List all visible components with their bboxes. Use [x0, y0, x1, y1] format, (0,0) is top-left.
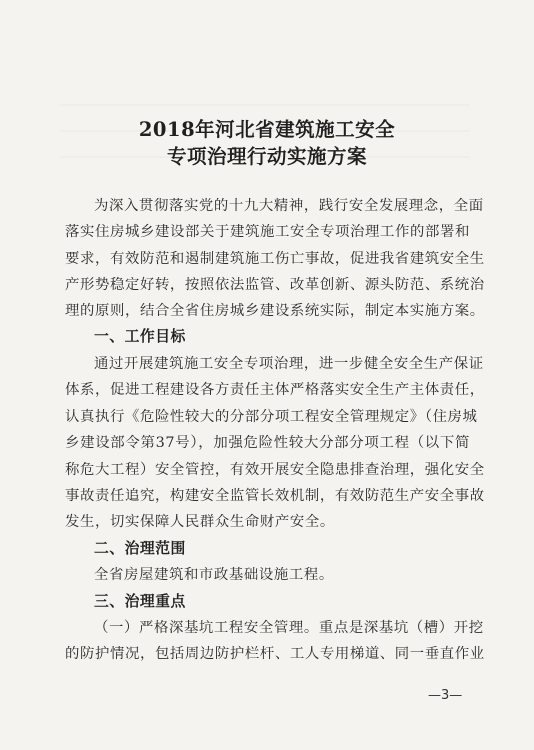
goals-line-4: 乡建设部令第37号），加强危险性较大分部分项工程（以下简	[65, 435, 470, 451]
goals-line-5: 称危大工程）安全管控，有效开展安全隐患排查治理，强化安全	[65, 462, 485, 478]
section-heading-focus: 三、治理重点	[94, 593, 186, 610]
page-number: —3—	[428, 688, 463, 703]
focus-line-2: 的防护情况，包括周边防护栏杆、工人专用梯道、同一垂直作业	[65, 646, 485, 662]
section-heading-scope: 二、治理范围	[94, 540, 186, 557]
intro-line-4: 产形势稳定好转，按照依法监管、改革创新、源头防范、系统治	[65, 277, 485, 293]
document-title-line-1: 2018年河北省建筑施工安全	[138, 118, 396, 141]
intro-line-5: 理的原则，结合全省住房城乡建设系统实际，制定本实施方案。	[65, 303, 485, 319]
scope-text: 全省房屋建筑和市政基础设施工程。	[94, 567, 334, 583]
goals-line-1: 通过开展建筑施工安全专项治理，进一步健全安全生产保证	[94, 356, 484, 372]
intro-line-2: 落实住房城乡建设部关于建筑施工安全专项治理工作的部署和	[65, 224, 470, 240]
focus-line-1: （一）严格深基坑工程安全管理。重点是深基坑（槽）开挖	[94, 620, 484, 636]
intro-line-3: 要求，有效防范和遏制建筑施工伤亡事故，促进我省建筑安全生	[65, 251, 485, 267]
goals-line-3: 认真执行《危险性较大的分部分项工程安全管理规定》（住房城	[65, 409, 478, 425]
section-heading-goals: 一、工作目标	[94, 328, 186, 345]
document-title-line-2: 专项治理行动实施方案	[166, 145, 367, 168]
goals-line-6: 事故责任追究，构建安全监管长效机制，有效防范生产安全事故	[65, 488, 485, 504]
goals-line-2: 体系，促进工程建设各方责任主体严格落实安全生产主体责任，	[65, 382, 485, 398]
goals-line-7: 发生，切实保障人民群众生命财产安全。	[65, 514, 335, 530]
intro-line-1: 为深入贯彻落实党的十九大精神，践行安全发展理念，全面	[94, 198, 484, 214]
